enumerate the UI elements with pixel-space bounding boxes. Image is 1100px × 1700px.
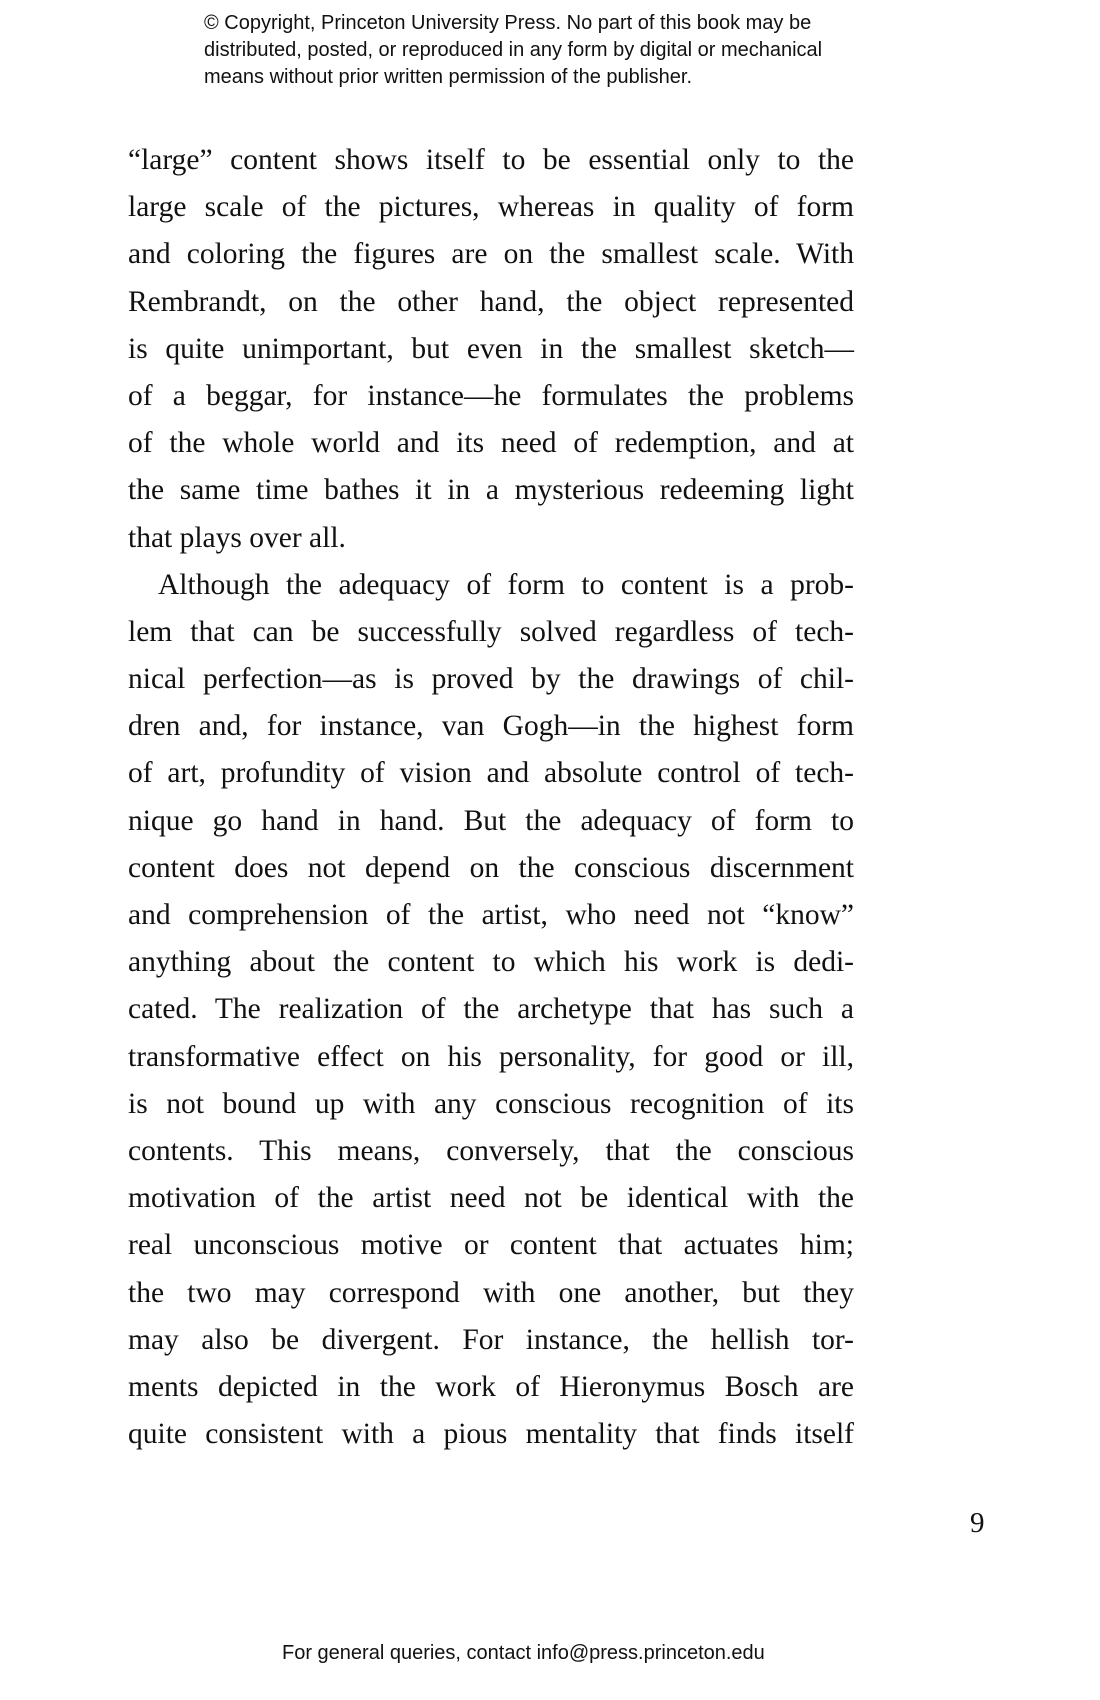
- text-line: cated. The realization of the archetype that has such a: [128, 993, 854, 1026]
- text-line: the same time bathes it in a mysterious redeeming light: [128, 474, 854, 507]
- text-line: may also be divergent. For instance, the hellish tor-: [128, 1323, 854, 1356]
- text-line: “large” content shows itself to be essential only to the: [128, 144, 854, 176]
- text-line: nical perfection—as is proved by the drawings of chil-: [128, 663, 854, 696]
- text-line: and coloring the figures are on the smallest scale. With: [128, 238, 854, 271]
- text-line: is not bound up with any conscious recognition of its: [128, 1087, 854, 1120]
- text-line: nique go hand in hand. But the adequacy of form to: [128, 804, 854, 837]
- page-number: 9: [970, 1507, 985, 1539]
- text-line: of the whole world and its need of redemption, and at: [128, 427, 854, 460]
- text-line: that plays over all.: [128, 521, 346, 554]
- text-line: Although the adequacy of form to content is a prob-: [158, 568, 854, 601]
- text-line: transformative effect on his personality, for good or ill,: [128, 1040, 854, 1073]
- text-line: contents. This means, conversely, that the conscious: [128, 1134, 854, 1167]
- text-line: Rembrandt, on the other hand, the object represented: [128, 285, 854, 318]
- text-line: the two may correspond with one another, but they: [128, 1276, 854, 1309]
- text-line: lem that can be successfully solved regardless of tech-: [128, 615, 854, 648]
- text-line: of art, profundity of vision and absolute control of tech-: [128, 757, 854, 790]
- text-line: ments depicted in the work of Hieronymus Bosch are: [128, 1370, 854, 1403]
- copyright-notice: [204, 10, 964, 91]
- text-line: quite consistent with a pious mentality that finds itself: [128, 1418, 854, 1451]
- body-text: [128, 137, 854, 1458]
- text-line: real unconscious motive or content that actuates him;: [128, 1229, 854, 1262]
- text-line: and comprehension of the artist, who need not “know”: [128, 899, 854, 931]
- copyright-line: means without prior written permission of the publisher.: [204, 66, 693, 88]
- footer-contact: For general queries, contact info@press.princeton.edu: [282, 1642, 765, 1664]
- text-line: large scale of the pictures, whereas in quality of form: [128, 191, 854, 224]
- text-line: motivation of the artist need not be identical with the: [128, 1182, 854, 1215]
- copyright-line: distributed, posted, or reproduced in any form by digital or mechanical: [204, 39, 823, 61]
- text-line: of a beggar, for instance—he formulates the problems: [128, 379, 854, 412]
- text-line: anything about the content to which his work is dedi-: [128, 946, 854, 979]
- text-line: is quite unimportant, but even in the smallest sketch—: [128, 332, 854, 365]
- copyright-line: © Copyright, Princeton University Press. No part of this book may be: [204, 12, 812, 34]
- text-line: content does not depend on the conscious discernment: [128, 851, 854, 884]
- text-line: dren and, for instance, van Gogh—in the highest form: [128, 710, 854, 743]
